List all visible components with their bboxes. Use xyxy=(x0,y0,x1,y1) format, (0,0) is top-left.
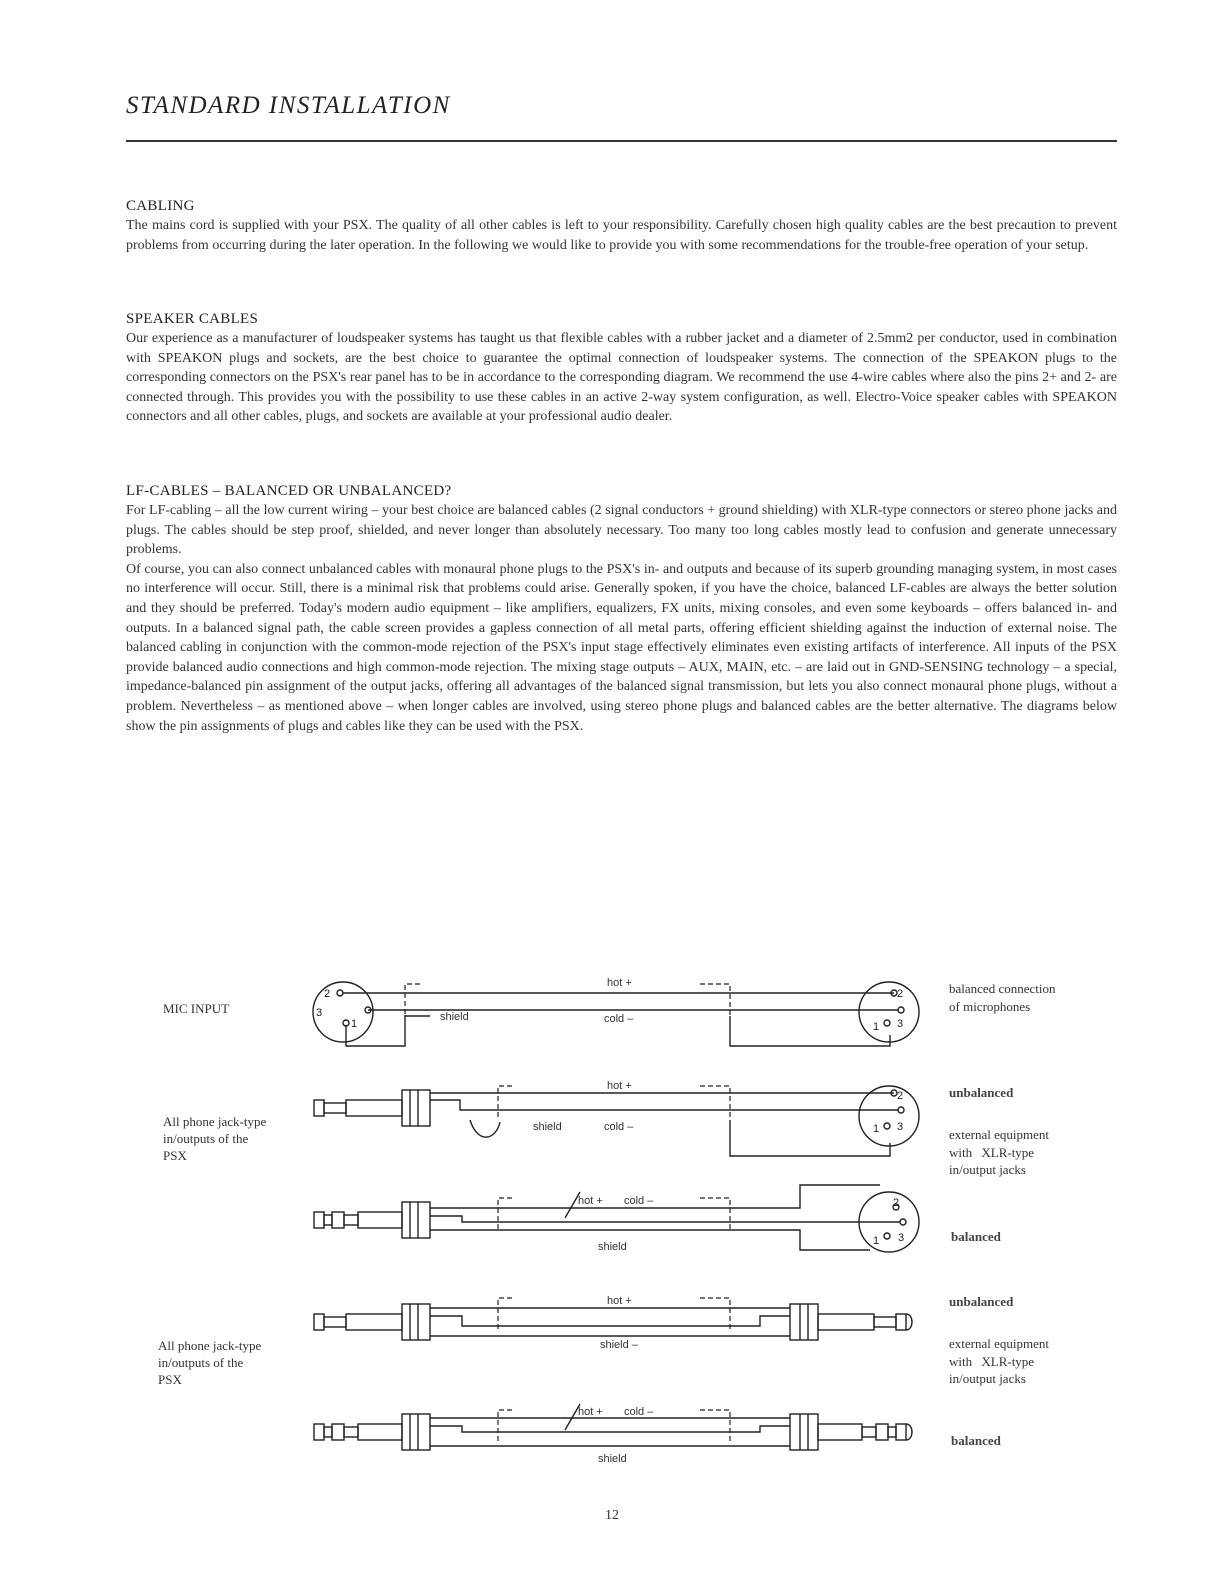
page-number: 12 xyxy=(605,1508,619,1523)
label-line: All phone jack-type xyxy=(163,1114,267,1129)
pin-label: 3 xyxy=(316,1007,323,1019)
pin-label: 1 xyxy=(873,1235,880,1247)
row-mic-xlr xyxy=(313,977,919,1046)
section-heading: SPEAKER CABLES xyxy=(126,311,259,327)
wire-label-cold: cold – xyxy=(624,1406,654,1418)
phone-plug-body xyxy=(402,1090,430,1126)
xlr-connector xyxy=(859,1086,919,1146)
label-line: in/output jacks xyxy=(949,1162,1026,1177)
wire-label-shield: shield xyxy=(440,1011,469,1023)
label-line: in/output jacks xyxy=(949,1371,1026,1386)
pin-label: 1 xyxy=(873,1021,880,1033)
label-line: with XLR-type xyxy=(949,1353,1035,1369)
wire-label-shield: shield xyxy=(598,1241,627,1253)
xlr-pin xyxy=(884,1020,890,1026)
pin-label: 1 xyxy=(873,1123,880,1135)
xlr-connector-right xyxy=(859,982,919,1042)
wire-label-hot: hot + xyxy=(607,1080,632,1092)
section-paragraph: Our experience as a manufacturer of loudspeaker systems has taught us that flexible cables with a rubber jacket and a diameter of 2.5mm2 per conductor, used in combination with SPEAKON plugs and sockets, are the best choice to guarantee the optimal connection of loudspeaker systems. The connection of the SPEAKON plugs to the corresponding connectors on the PSX's rear panel has to be in accordance to the corresponding diagram. We recommend the use 4-wire cables where also the pins 2+ and 2- are connected through. This provides you with the possibility to use these cables in an active 2-way system configuration, as well. Electro-Voice speaker cables with SPEAKON connectors and all other cables, plugs, and sockets are available at your professional audio dealer. xyxy=(126,331,1117,425)
row-phone-xlr-unbalanced xyxy=(314,1080,919,1156)
section-lf-cables xyxy=(126,481,1117,736)
label-line: of microphones xyxy=(949,998,1031,1014)
label-line: external equipment xyxy=(949,1336,1049,1351)
pin-label: 2 xyxy=(893,1197,900,1209)
right-label-unbalanced-2: unbalanced xyxy=(949,1294,1014,1309)
label-line: PSX xyxy=(163,1148,187,1163)
wire-label-cold: cold – xyxy=(624,1195,654,1207)
pin-label: 2 xyxy=(324,988,331,1000)
pin-label: 1 xyxy=(351,1018,358,1030)
section-cabling xyxy=(126,196,1117,255)
section-speaker-cables xyxy=(126,309,1117,427)
xlr-pin xyxy=(898,1007,904,1013)
label-line: All phone jack-type xyxy=(158,1338,262,1353)
label-line: in/outputs of the xyxy=(158,1355,244,1370)
mic-input-label: MIC INPUT xyxy=(163,1001,230,1016)
pin-label: 3 xyxy=(898,1232,905,1244)
label-line: external equipment xyxy=(949,1127,1049,1142)
label-line: PSX xyxy=(158,1372,182,1387)
row-phone-phone-unbalanced xyxy=(314,1295,912,1351)
right-label-balanced-1: balanced xyxy=(951,1229,1001,1244)
wire-label-hot: hot + xyxy=(578,1406,603,1418)
pin-label: 3 xyxy=(897,1121,904,1133)
pin-label: 3 xyxy=(897,1018,904,1030)
label-line: balanced connection xyxy=(949,981,1056,996)
phone-plug-body xyxy=(402,1202,430,1238)
right-label-balanced-2: balanced xyxy=(951,1433,1001,1448)
wire-label-cold: cold – xyxy=(604,1013,634,1025)
label-line: in/outputs of the xyxy=(163,1131,249,1146)
row-phone-phone-balanced xyxy=(314,1404,912,1465)
label-line: with XLR-type xyxy=(949,1144,1035,1160)
wire-label-cold: cold – xyxy=(604,1121,634,1133)
wire-label-shield: shield xyxy=(533,1121,562,1133)
wire-label-shield-minus: shield – xyxy=(600,1339,638,1351)
wire-label-hot: hot + xyxy=(607,1295,632,1307)
row-phone-xlr-balanced xyxy=(314,1185,919,1253)
wire-label-hot: hot + xyxy=(578,1195,603,1207)
wiring-diagram xyxy=(0,960,1224,1480)
phone-plug-tip xyxy=(314,1100,324,1116)
wire-label-shield: shield xyxy=(598,1453,627,1465)
section-paragraph: The mains cord is supplied with your PSX. The quality of all other cables is left to your responsibility. Carefully chosen high quality cables are the best precaution to prevent problems from occurring during the later operation. In the following we would like to provide you with some recommendations for the trouble-free operation of your setup. xyxy=(126,218,1117,253)
pin-label: 2 xyxy=(897,1090,904,1102)
pin-label: 2 xyxy=(897,988,904,1000)
right-label-unbalanced-1: unbalanced xyxy=(949,1085,1014,1100)
section-paragraph: Of course, you can also connect unbalanced cables with monaural phone plugs to the PSX's in- and outputs and because of its superb grounding managing system, in most cases no interference will occur. Still, there is a minimal risk that problems could arise. Generally spoken, if you have the choice, balanced LF-cables are always the better solution and they should be preferred. Today's modern audio equipment – like amplifiers, equalizers, FX units, mixing consoles, and even some keyboards – offers balanced in- and outputs. In a balanced signal path, the cable screen provides a gapless connection of all metal parts, offering efficient shielding against the induction of external noise. The balanced cabling in conjunction with the common-mode rejection of the PSX's input stage effectively eliminates even existing artifacts of interference. All inputs of the PSX provide balanced audio connections and high common-mode rejection. The mixing stage outputs – AUX, MAIN, etc. – are laid out in GND-SENSING technology – a special, impedance-balanced pin assignment of the output jacks, offering all advantages of the balanced signal transmission, but lets you also connect monaural phone plugs, without a problem. Nevertheless – as mentioned above – when longer cables are involved, using stereo phone plugs and balanced cables are the better alternative. The diagrams below show the pin assignments of plugs and cables like they can be used with the PSX. xyxy=(126,561,1117,734)
page-title: STANDARD INSTALLATION xyxy=(126,92,451,119)
section-paragraph: For LF-cabling – all the low current wiring – your best choice are balanced cables (2 signal conductors + ground shielding) with XLR-type connectors or stereo phone jacks and plugs. The cables should be step proof, shielded, and never longer than absolutely necessary. Too many too long cables mostly lead to confusion and generate unnecessary problems. xyxy=(126,503,1117,558)
title-rule xyxy=(126,140,1117,142)
section-heading: CABLING xyxy=(126,198,195,214)
section-heading: LF-CABLES – BALANCED OR UNBALANCED? xyxy=(126,483,452,499)
wire-label-hot: hot + xyxy=(607,977,632,989)
xlr-pin xyxy=(337,990,343,996)
